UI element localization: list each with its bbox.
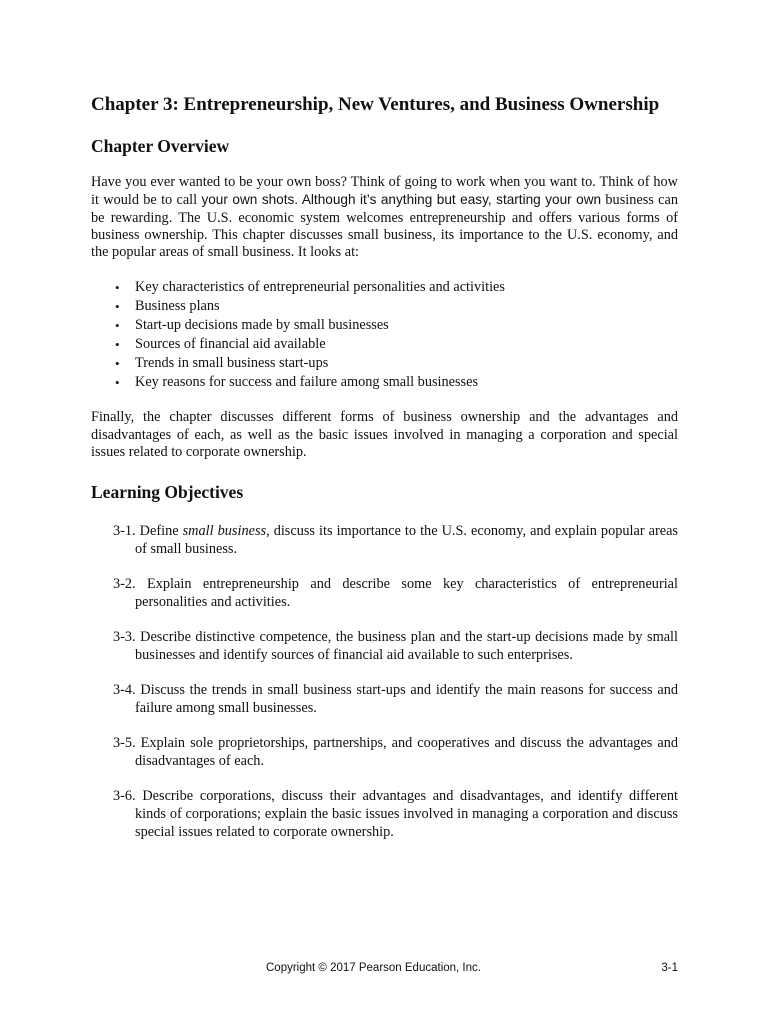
objective-item	[113, 787, 678, 841]
bullet-icon: •	[115, 356, 120, 372]
page-number: 3-1	[661, 962, 678, 974]
list-item-text: Start-up decisions made by small businesses	[135, 317, 389, 334]
objective-item	[113, 628, 678, 664]
list-item-text: Trends in small business start-ups	[135, 355, 329, 372]
objective-text: 3-4. Discuss the trends in small business start-ups and identify the main reasons for success and failure among small businesses.	[113, 682, 678, 717]
list-item-text: Sources of financial aid available	[135, 336, 326, 353]
overview-bullet-list	[91, 278, 678, 392]
overview-intro-part2: your own shots. Although it’s anything but easy, starting your own	[201, 192, 602, 208]
bullet-icon: •	[115, 375, 120, 391]
bullet-icon: •	[115, 280, 120, 296]
list-item	[91, 278, 678, 297]
objective-text: 3-3. Describe distinctive competence, the business plan and the start-up decisions made by small businesses and identify sources of financial aid available to such enterprises.	[113, 629, 678, 664]
objective-emphasis: small business,	[182, 523, 270, 540]
objective-item	[113, 681, 678, 717]
overview-intro-part1: Have you ever wanted to be your own boss? Think of going to work when you want to. Think of how it would be to call	[91, 174, 678, 209]
list-item-text: Business plans	[135, 298, 220, 315]
list-item	[91, 297, 678, 316]
objective-text: 3-6. Describe corporations, discuss their advantages and disadvantages, and identify different kinds of corporations; explain the basic issues involved in managing a corporation and discuss special issues related to corporate ownership.	[113, 788, 678, 841]
overview-intro	[91, 174, 678, 261]
list-item-text: Key reasons for success and failure among small businesses	[135, 374, 479, 391]
copyright-notice: Copyright © 2017 Pearson Education, Inc.	[266, 962, 481, 974]
objective-text: 3-1. Define	[113, 523, 183, 540]
objective-text-rest: discuss its importance to the U.S. economy, and explain popular areas of small business.	[135, 523, 678, 558]
overview-intro-part3: business can be rewarding. The U.S. economic system welcomes entrepreneurship and offers various forms of business ownership. This chapter discusses small business, its importance to the U.S. economy, and the popular areas of small business. It looks at:	[91, 192, 678, 261]
list-item	[91, 354, 678, 373]
list-item	[91, 316, 678, 335]
learning-objectives-heading: Learning Objectives	[91, 482, 244, 503]
objective-item	[113, 575, 678, 611]
learning-objectives-list	[91, 522, 678, 841]
objective-item	[113, 734, 678, 770]
overview-heading: Chapter Overview	[91, 136, 230, 156]
list-item-text: Key characteristics of entrepreneurial personalities and activities	[135, 279, 505, 296]
list-item	[91, 335, 678, 354]
bullet-icon: •	[115, 318, 120, 334]
objective-item	[113, 522, 678, 558]
overview-closing: Finally, the chapter discusses different forms of business ownership and the advantages and disadvantages of each, as well as the basic issues involved in managing a corporation and special issues related to corporate ownership.	[91, 409, 678, 461]
objective-text: 3-5. Explain sole proprietorships, partnerships, and cooperatives and discuss the advantages and disadvantages of each.	[113, 735, 678, 770]
list-item	[91, 373, 678, 392]
chapter-title: Chapter 3: Entrepreneurship, New Ventures, and Business Ownership	[91, 94, 660, 115]
objective-text: 3-2. Explain entrepreneurship and describe some key characteristics of entrepreneurial personalities and activities.	[113, 576, 678, 611]
page-content	[91, 93, 678, 858]
bullet-icon: •	[115, 337, 120, 353]
bullet-icon: •	[115, 299, 120, 315]
